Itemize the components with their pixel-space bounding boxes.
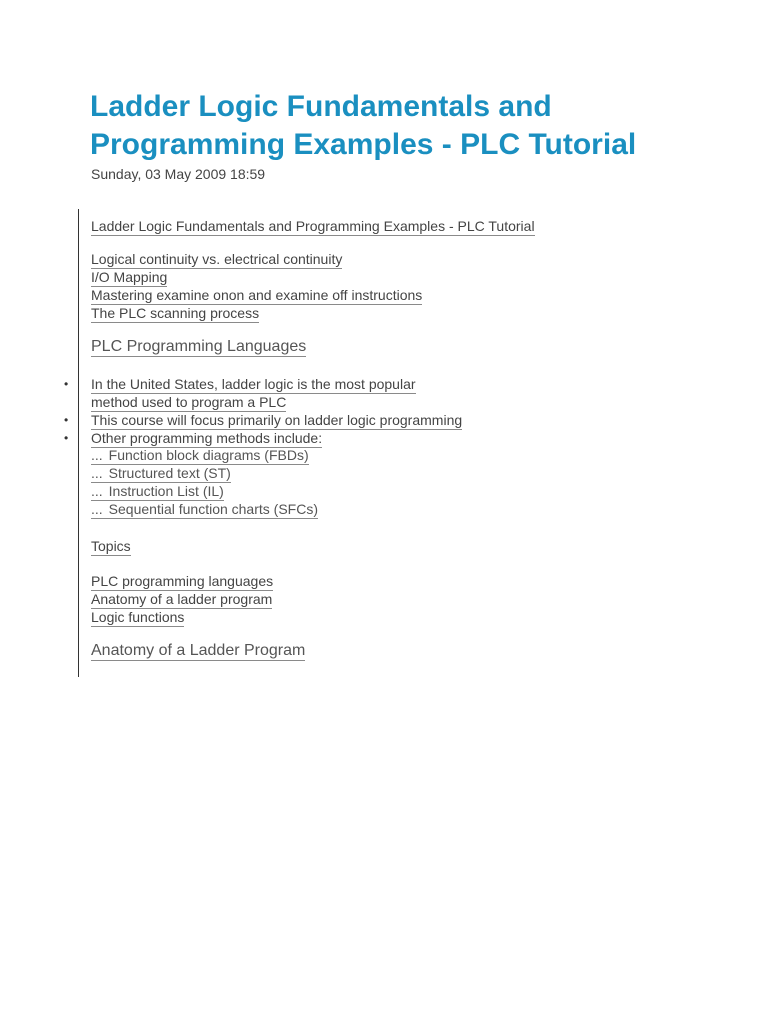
topic-link-languages[interactable]: PLC programming languages: [91, 573, 274, 589]
bullet-marker: •: [64, 377, 69, 391]
bullet-marker: •: [64, 431, 69, 445]
toc-link-continuity[interactable]: Logical continuity vs. electrical continuity: [91, 251, 343, 267]
section-title-anatomy[interactable]: Anatomy of a Ladder Program: [91, 642, 306, 659]
sub-item-st[interactable]: [91, 464, 231, 483]
ellipsis-marker: ...: [91, 501, 103, 517]
topic-link-logic-functions[interactable]: Logic functions: [91, 609, 185, 625]
page-title: Ladder Logic Fundamentals and Programming Examples - PLC Tutorial: [90, 90, 637, 161]
section-title-plc-languages[interactable]: PLC Programming Languages: [91, 338, 307, 355]
ellipsis-marker: ...: [91, 465, 103, 481]
post-date: Sunday, 03 May 2009 18:59: [91, 166, 266, 182]
sub-item-il[interactable]: [91, 482, 224, 501]
topic-link-anatomy[interactable]: Anatomy of a ladder program: [91, 591, 273, 607]
bullet-item-1a[interactable]: In the United States, ladder logic is the most popular: [91, 376, 416, 392]
bullet-item-2[interactable]: This course will focus primarily on ladder logic programming: [91, 412, 463, 428]
topics-label[interactable]: Topics: [91, 538, 131, 554]
sub-item-label: Sequential function charts (SFCs): [108, 501, 318, 517]
bullet-item-3[interactable]: Other programming methods include:: [91, 430, 323, 446]
bullet-item-1b[interactable]: method used to program a PLC: [91, 394, 287, 410]
bullet-marker: •: [64, 413, 69, 427]
toc-link-examine-instructions[interactable]: Mastering examine onon and examine off instructions: [91, 287, 423, 303]
ellipsis-marker: ...: [91, 483, 103, 499]
heading-link[interactable]: Ladder Logic Fundamentals and Programming Examples - PLC Tutorial: [91, 218, 535, 234]
sub-item-fbd[interactable]: [91, 446, 309, 465]
sub-item-label: Structured text (ST): [108, 465, 231, 481]
sub-item-label: Instruction List (IL): [108, 483, 224, 499]
ellipsis-marker: ...: [91, 447, 103, 463]
toc-link-scanning-process[interactable]: The PLC scanning process: [91, 305, 260, 321]
sub-item-label: Function block diagrams (FBDs): [108, 447, 309, 463]
toc-link-io-mapping[interactable]: I/O Mapping: [91, 269, 168, 285]
sub-item-sfc[interactable]: [91, 500, 318, 519]
left-rule: [78, 209, 79, 677]
